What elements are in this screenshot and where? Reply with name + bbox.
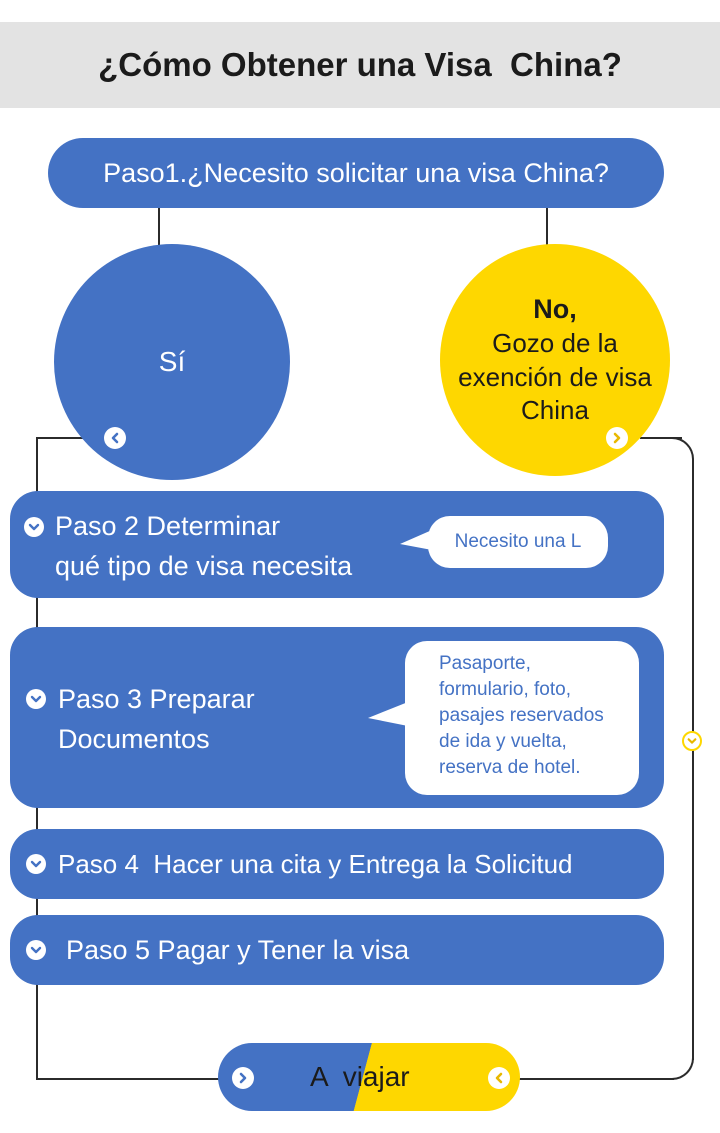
travel-pill [218, 1043, 520, 1111]
step2-text [55, 506, 352, 586]
travel-label: A viajar [310, 1061, 410, 1092]
documents-line-1: Pasaporte, [439, 653, 531, 674]
no-circle [440, 244, 670, 476]
connector-right-corner [668, 437, 694, 467]
connector-yes-top [158, 208, 160, 246]
documents-line-3: pasajes reservados [439, 705, 604, 726]
no-line-2: exención de visa [458, 361, 652, 392]
chevron-right-icon [232, 1067, 254, 1089]
step1-box [48, 138, 664, 208]
step1-label: Paso1.¿Necesito solicitar una visa China? [103, 157, 609, 188]
connector-right-vertical [692, 460, 694, 1060]
page-title: ¿Cómo Obtener una Visa China? [98, 46, 622, 83]
documents-line-2: formulario, foto, [439, 679, 571, 700]
step2-line-1: Paso 2 Determinar [55, 511, 281, 541]
check-circle-icon [26, 689, 46, 709]
yes-label: Sí [158, 346, 186, 377]
documents-bubble [405, 641, 639, 795]
check-circle-icon [26, 854, 46, 874]
step4-box [10, 829, 664, 899]
documents-line-4: de ida y vuelta, [439, 731, 567, 752]
step5-text: Paso 5 Pagar y Tener la visa [66, 935, 410, 965]
connector-left-bottom [36, 1078, 220, 1080]
visa-type-bubble [428, 516, 608, 568]
yes-circle [54, 244, 290, 480]
chevron-left-icon [488, 1067, 510, 1089]
connector-right-bottom [518, 1078, 674, 1080]
step3-text [58, 679, 255, 759]
bubble2-tail [366, 700, 410, 728]
title-bar [0, 22, 720, 108]
step3-line-1: Paso 3 Preparar [58, 684, 255, 714]
step5-box [10, 915, 664, 985]
step2-line-2: qué tipo de visa necesita [55, 551, 353, 581]
check-circle-icon [24, 517, 44, 537]
chevron-left-icon [104, 427, 126, 449]
connector-right-bottom-corner [668, 1050, 694, 1080]
check-circle-icon [26, 940, 46, 960]
connector-no-top [546, 208, 548, 246]
no-line-1: Gozo de la [492, 327, 618, 358]
chevron-right-icon [606, 427, 628, 449]
step4-text: Paso 4 Hacer una cita y Entrega la Solicitud [58, 849, 573, 879]
no-head: No, [533, 293, 577, 324]
step3-line-2: Documentos [58, 724, 210, 754]
chevron-down-icon [682, 731, 702, 751]
no-line-3: China [521, 395, 589, 426]
visa-type-bubble-text: Necesito una L [454, 531, 582, 552]
documents-line-5: reserva de hotel. [439, 757, 581, 778]
